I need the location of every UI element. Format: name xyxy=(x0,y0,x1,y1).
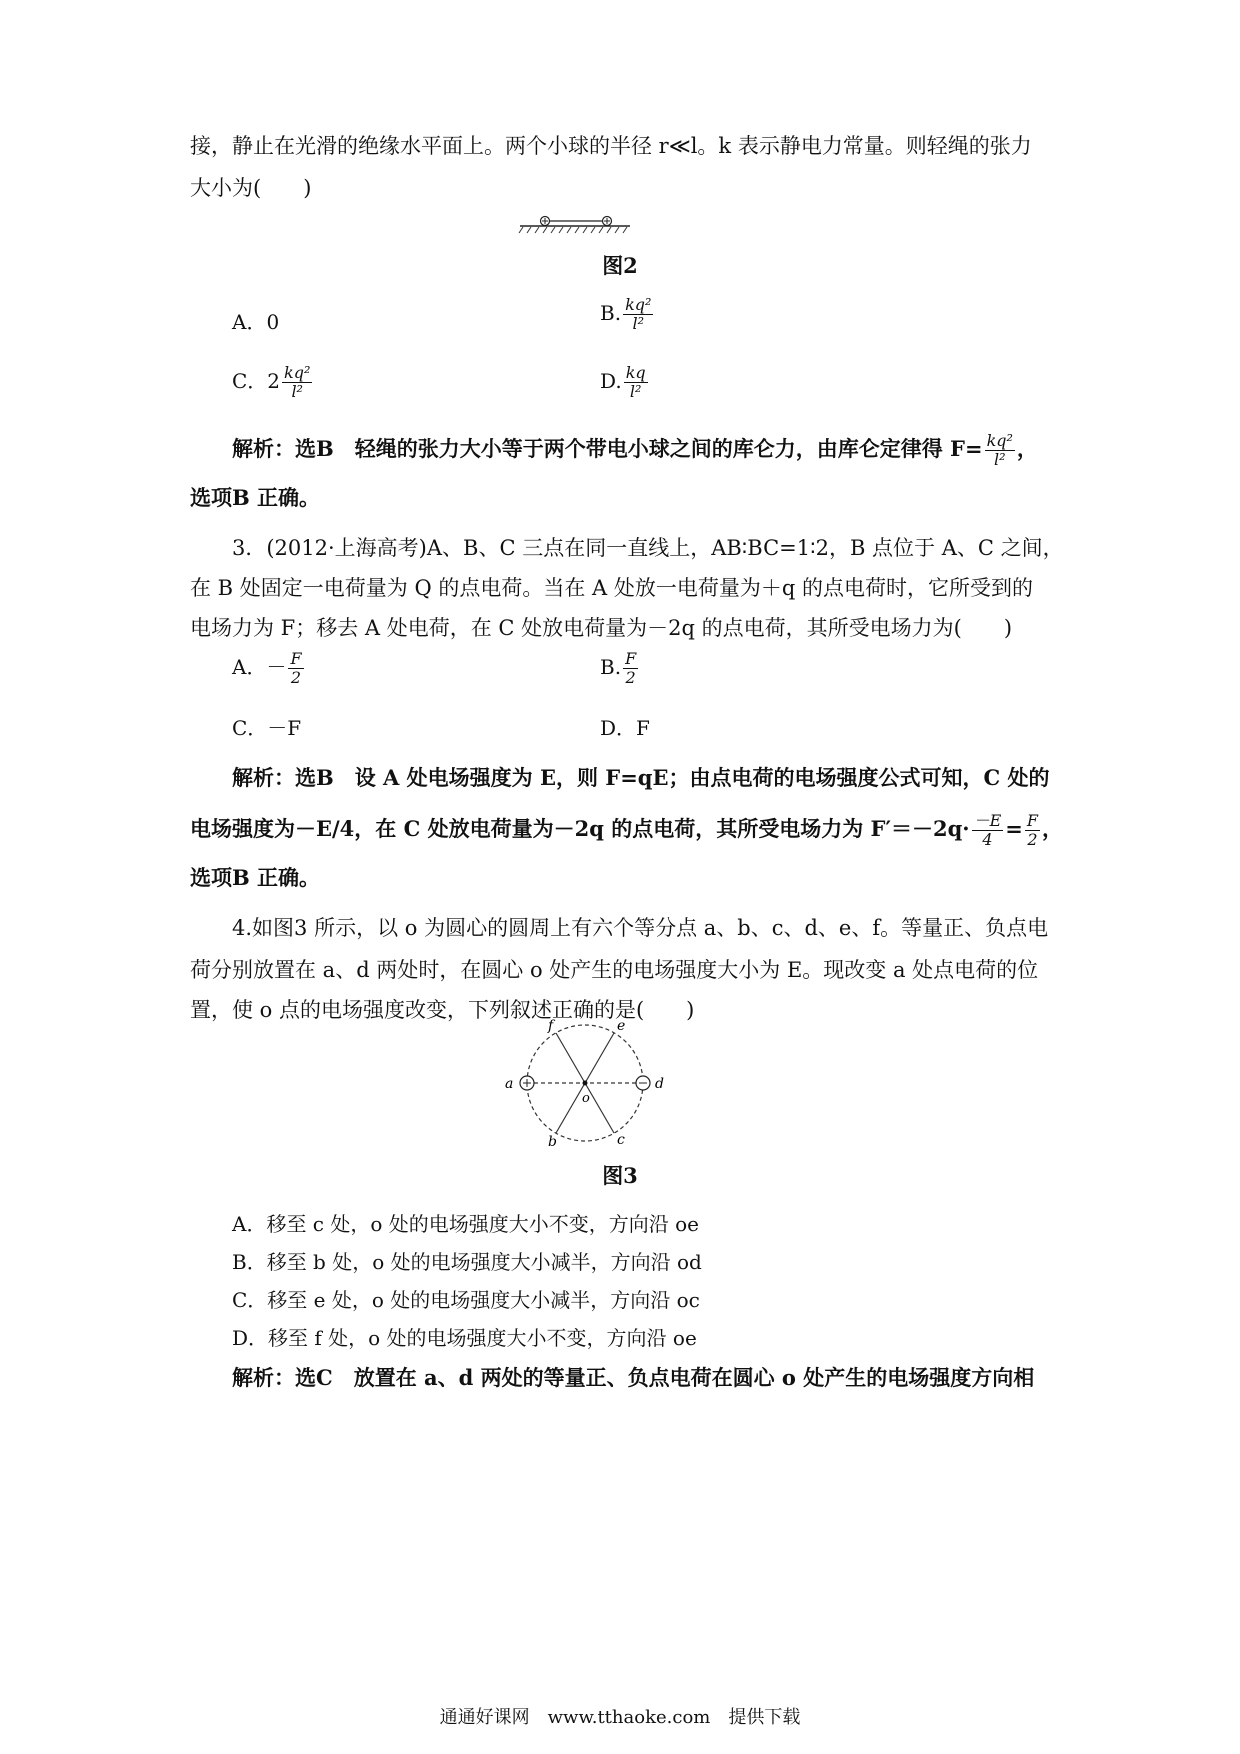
label-d: d xyxy=(655,1076,664,1092)
q3-analysis-line-1: 解析：选B 设 A 处电场强度为 E，则 F=qE；由点电荷的电场强度公式可知，C 处的 xyxy=(232,765,1050,790)
q4-option-b: B．移至 b 处，o 处的电场强度大小减半，方向沿 od xyxy=(232,1250,702,1274)
figure-3-caption: 图3 xyxy=(602,1163,638,1188)
q2-stem-line-2: 大小为( ) xyxy=(190,176,312,200)
q4-stem-line-2: 荷分别放置在 a、d 两处时，在圆心 o 处产生的电场强度大小为 E。现改变 a 处点电荷的位 xyxy=(190,958,1039,982)
q4-stem-line-3: 置，使 o 点的电场强度改变，下列叙述正确的是( ) xyxy=(190,998,695,1022)
label-a: a xyxy=(505,1076,514,1092)
q3-option-a: A．－ $\frac{F}{2}$ xyxy=(232,649,302,687)
label-c: c xyxy=(617,1132,625,1148)
q4-option-a: A．移至 c 处，o 处的电场强度大小不变，方向沿 oe xyxy=(232,1212,699,1236)
q3-stem-line-3: 电场力为 F；移去 A 处电荷，在 C 处放电荷量为－2q 的点电荷，其所受电场力为( ) xyxy=(190,616,1013,640)
figure-2-caption: 图2 xyxy=(602,253,638,278)
q3-stem-line-1: 3．(2012·上海高考)A、B、C 三点在同一直线上，AB∶BC=1∶2，B 点位于 A、C 之间， xyxy=(232,536,1064,560)
q2-option-b: B. $\frac{\text{kq²}}{\text{l²}}$ xyxy=(600,295,652,333)
q2-option-a: A．0 xyxy=(232,310,280,334)
q2-analysis: 解析：选B 轻绳的张力大小等于两个带电小球之间的库仑力，由库仑定律得 F= $\frac{\text{kq²}}{\text{l²}}$ ， xyxy=(232,431,1038,469)
q4-stem-line-1: 4.如图3 所示，以 o 为圆心的圆周上有六个等分点 a、b、c、d、e、f。等量正、负点电 xyxy=(232,916,1049,940)
label-o: o xyxy=(582,1091,590,1106)
q3-option-b: B. $\frac{F}{2}$ xyxy=(600,649,637,687)
label-f: f xyxy=(548,1018,554,1034)
q4-option-c: C．移至 e 处，o 处的电场强度大小减半，方向沿 oc xyxy=(232,1288,700,1312)
page-footer: 通通好课网 www.tthaoke.com 提供下载 xyxy=(439,1707,801,1728)
q3-conclusion: 选项B 正确。 xyxy=(190,865,321,890)
label-e: e xyxy=(617,1018,626,1034)
q2-stem-line-1: 接，静止在光滑的绝缘水平面上。两个小球的半径 r≪l。k 表示静电力常量。则轻绳的张力 xyxy=(190,134,1032,158)
q3-stem-line-2: 在 B 处固定一电荷量为 Q 的点电荷。当在 A 处放一电荷量为＋q 的点电荷时，它所受到的 xyxy=(190,576,1033,600)
figure-3-circle-diagram xyxy=(500,1018,670,1148)
label-b: b xyxy=(548,1134,557,1148)
q3-analysis-line-2: 电场强度为－E/4，在 C 处放电荷量为－2q 的点电荷，其所受电场力为 F′＝－2q· $\frac{-E}{4}$ = $\frac{F}{2}$ ， xyxy=(190,811,1063,849)
q3-option-d: D．F xyxy=(600,716,650,740)
q2-option-d: D. $\frac{kq}{\text{l²}}$ xyxy=(600,363,646,401)
q4-option-d: D．移至 f 处，o 处的电场强度大小不变，方向沿 oe xyxy=(232,1326,697,1350)
q2-option-c: C．2 $\frac{\text{kq²}}{\text{l²}}$ xyxy=(232,363,311,401)
figure-2-diagram xyxy=(515,210,635,236)
q4-analysis: 解析：选C 放置在 a、d 两处的等量正、负点电荷在圆心 o 处产生的电场强度方向相 xyxy=(232,1365,1035,1390)
q3-option-c: C．－F xyxy=(232,716,302,740)
q2-conclusion: 选项B 正确。 xyxy=(190,485,321,510)
